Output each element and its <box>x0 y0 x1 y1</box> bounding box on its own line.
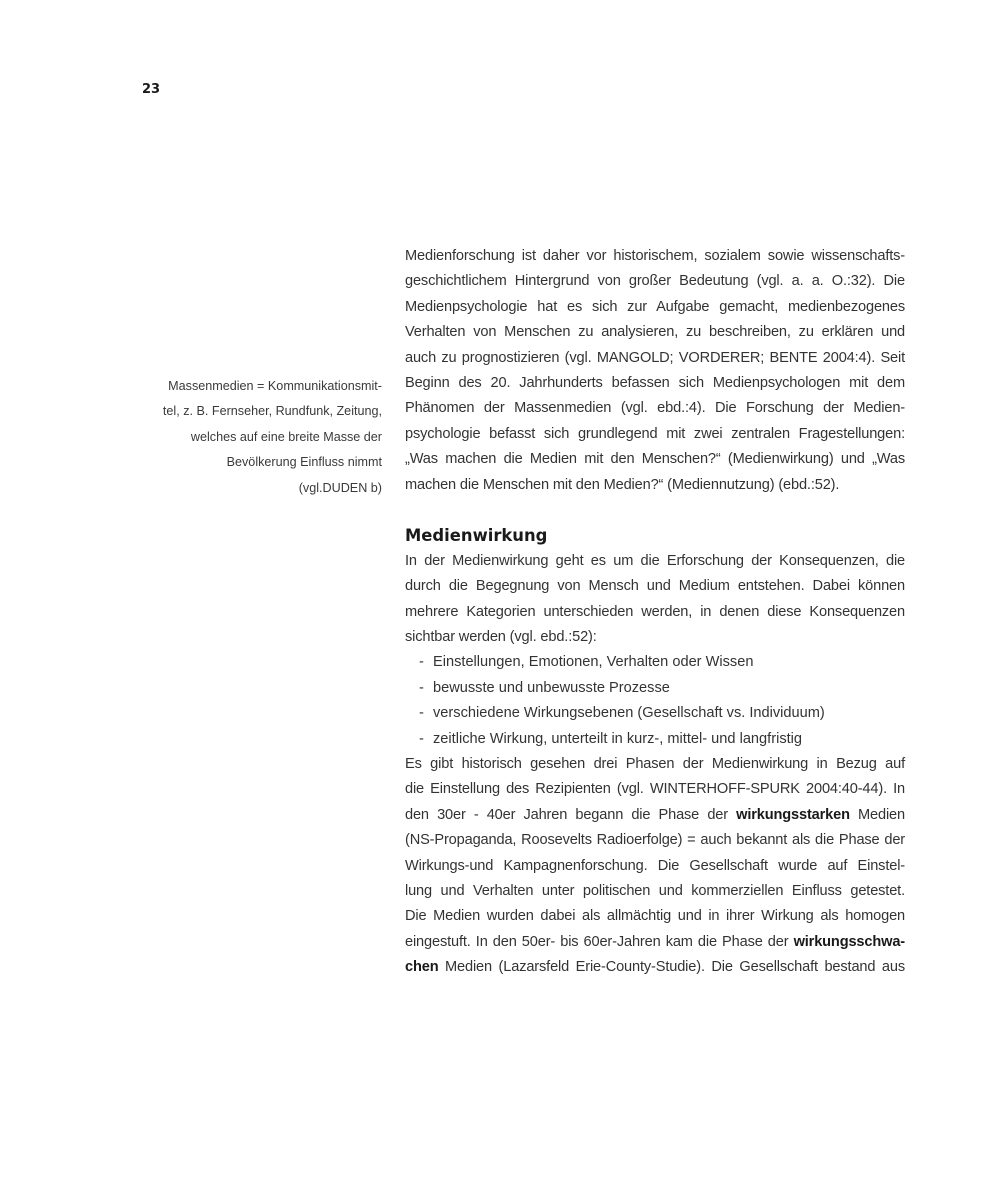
text-line <box>405 955 905 980</box>
text-line: Beginn des 20. Jahrhunderts befassen sich Medienpsychologen mit dem <box>405 374 905 391</box>
intro-paragraph <box>405 244 905 498</box>
text-line: machen die Menschen mit den Medien?“ (Mediennutzung) (ebd.:52). <box>405 476 840 493</box>
list-item-text: bewusste und unbewusste Prozesse <box>433 679 670 696</box>
bold-term: chen <box>405 959 439 976</box>
section-intro-paragraph <box>405 549 905 651</box>
text-line: Wirkungs-und Kampagnenforschung. Die Gesellschaft wurde auf Einstel- <box>405 857 905 874</box>
margin-note-line: tel, z. B. Fernseher, Rundfunk, Zeitung, <box>162 404 382 419</box>
text-line: Es gibt historisch gesehen drei Phasen der Medienwirkung in Bezug auf <box>405 756 905 773</box>
list-item-text: zeitliche Wirkung, unterteilt in kurz-, mittel- und langfristig <box>433 730 803 747</box>
text-line <box>405 930 905 955</box>
text-line: sichtbar werden (vgl. ebd.:52): <box>405 629 597 646</box>
list-marker: - <box>419 705 424 722</box>
list-item-text: Einstellungen, Emotionen, Verhalten oder Wissen <box>433 654 754 671</box>
text-line: Medienforschung ist daher vor historischem, sozialem sowie wissenschafts- <box>405 248 905 264</box>
category-list <box>405 650 905 752</box>
text-line: Verhalten von Menschen zu analysieren, zu beschreiben, zu erklären und <box>405 324 905 341</box>
text-line: Phänomen der Massenmedien (vgl. ebd.:4). Die Forschung der Medien- <box>405 400 905 417</box>
text-line: (NS-Propaganda, Roosevelts Radioerfolge) = auch bekannt als die Phase der <box>405 832 905 849</box>
margin-note-line: Massenmedien = Kommunikationsmit- <box>168 379 382 393</box>
text-line: Medienpsychologie hat es sich zur Aufgabe gemacht, medienbezogenes <box>405 298 905 315</box>
list-marker: - <box>419 654 424 671</box>
section-heading: Medienwirkung <box>405 525 548 545</box>
page-number: 23 <box>142 82 161 97</box>
text-run: eingestuft. In den 50er- bis 60er-Jahren kam die Phase der <box>405 933 794 950</box>
body-paragraph <box>405 752 905 981</box>
text-line: lung und Verhalten unter politischen und kommerziellen Einfluss getestet. <box>405 882 905 899</box>
text-line: auch zu prognostizieren (vgl. MANGOLD; VORDERER; BENTE 2004:4). Seit <box>405 349 905 366</box>
list-item <box>405 676 905 701</box>
margin-note-line: (vgl.DUDEN b) <box>298 480 382 495</box>
text-line: die Einstellung des Rezipienten (vgl. WINTERHOFF-SPURK 2004:40-44). In <box>405 781 905 798</box>
margin-note-line: welches auf eine breite Masse der <box>190 429 382 444</box>
list-item-text: verschiedene Wirkungsebenen (Gesellschaft vs. Individuum) <box>433 705 825 722</box>
text-line: Die Medien wurden dabei als allmächtig und in ihrer Wirkung als homogen <box>405 908 905 925</box>
list-item <box>405 727 905 752</box>
text-line: In der Medienwirkung geht es um die Erforschung der Konsequenzen, die <box>405 552 905 569</box>
text-line: mehrere Kategorien unterschieden werden, in denen diese Konsequenzen <box>405 603 905 620</box>
margin-note-line: Bevölkerung Einfluss nimmt <box>226 455 382 470</box>
text-run: den 30er - 40er Jahren begann die Phase der <box>405 806 737 823</box>
text-line: geschichtlichem Hintergrund von großer Bedeutung (vgl. a. a. O.:32). Die <box>405 273 905 290</box>
text-line: „Was machen die Medien mit den Menschen?“ (Medienwirkung) und „Was <box>405 451 905 468</box>
bold-term: wirkungsschwa- <box>793 933 905 950</box>
text-run: Medien <box>849 806 905 823</box>
list-marker: - <box>419 679 424 696</box>
text-line: psychologie befasst sich grundlegend mit zwei zentralen Fragestellungen: <box>405 425 905 442</box>
text-line: durch die Begegnung von Mensch und Medium entstehen. Dabei können <box>405 578 905 595</box>
margin-note <box>110 374 382 501</box>
list-item <box>405 701 905 726</box>
text-line <box>405 803 905 828</box>
text-run: Medien (Lazarsfeld Erie-County-Studie). Die Gesellschaft bestand aus <box>438 959 905 976</box>
bold-term: wirkungsstarken <box>736 806 850 823</box>
main-text-column <box>405 244 905 981</box>
list-item <box>405 650 905 675</box>
list-marker: - <box>419 730 424 747</box>
